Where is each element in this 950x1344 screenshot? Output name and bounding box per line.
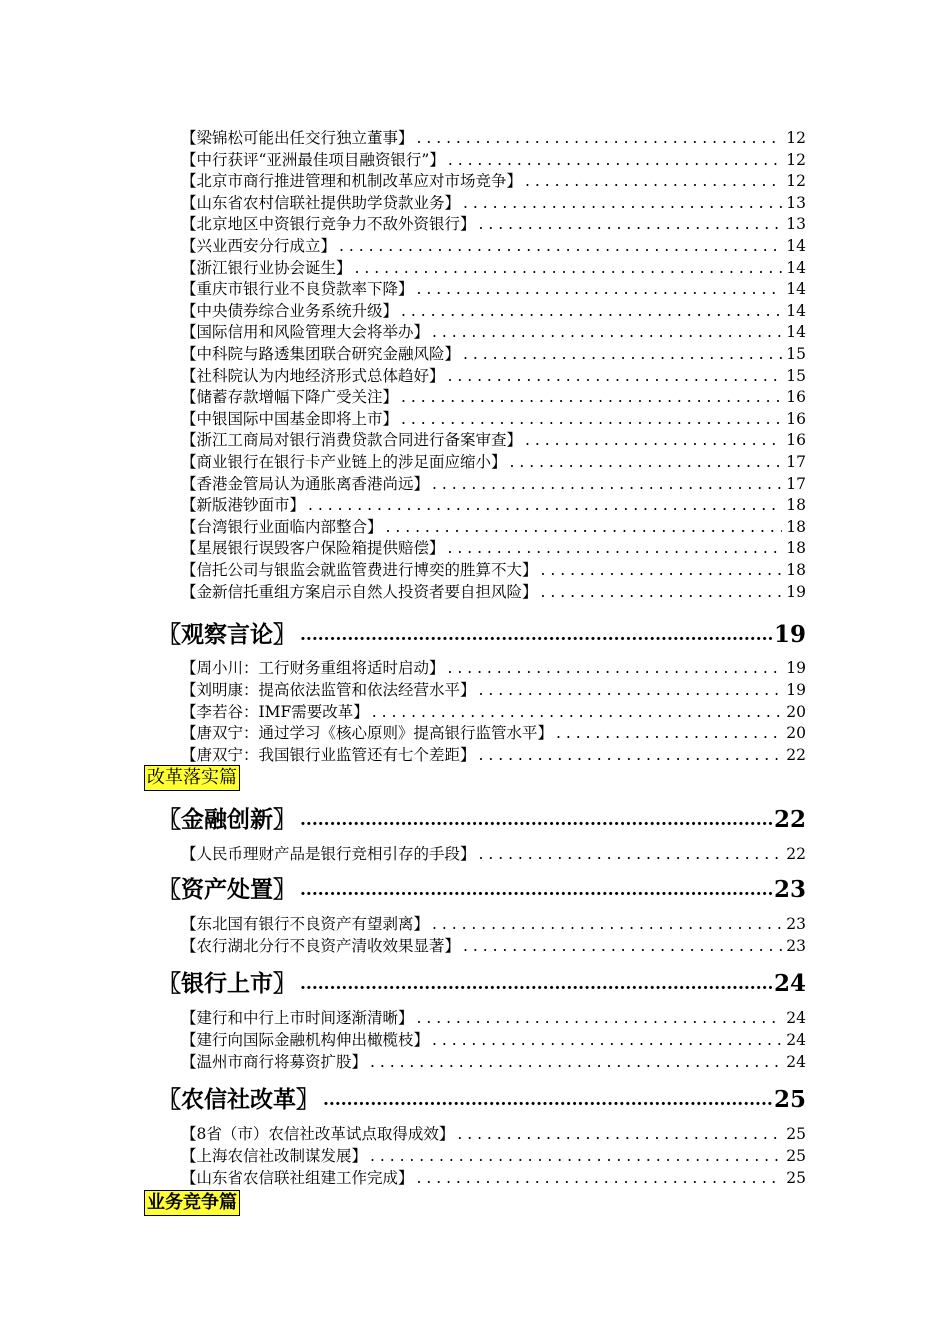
toc-entry-title: 【东北国有银行不良资产有望剥离】: [181, 915, 430, 933]
section-title: 〖观察言论〗: [158, 621, 296, 648]
toc-entry-title: 【建行向国际金融机构伸出橄榄枝】: [181, 1031, 430, 1049]
dot-leader: [476, 844, 783, 864]
toc-entry[interactable]: [181, 536, 806, 558]
toc-entry-title: 【建行和中行上市时间逐渐清晰】: [181, 1009, 414, 1027]
section-title: 〖银行上市〗: [158, 970, 296, 997]
toc-entry-title: 【浙江工商局对银行消费贷款合同进行备案审查】: [181, 431, 523, 449]
toc-entry-page: 18: [786, 539, 806, 557]
toc-entry-page: 20: [786, 724, 806, 742]
toc-entry-page: 14: [786, 237, 806, 255]
dot-leader: [414, 1008, 783, 1028]
toc-entry-page: 23: [786, 915, 806, 933]
dot-leader: [553, 723, 782, 743]
toc-entry-page: 22: [786, 746, 806, 764]
toc-entry[interactable]: [181, 191, 806, 213]
toc-entry-title: 【兴业西安分行成立】: [181, 237, 337, 255]
toc-entry-title: 【中科院与路透集团联合研究金融风险】: [181, 345, 461, 363]
toc-entry-page: 24: [786, 1009, 806, 1027]
toc-entry[interactable]: [181, 212, 806, 234]
dot-leader: [476, 745, 783, 765]
toc-entry-title: 【农行湖北分行不良资产清收效果显著】: [181, 937, 461, 955]
toc-entry[interactable]: [181, 472, 806, 494]
toc-entry-page: 12: [786, 151, 806, 169]
toc-entry[interactable]: [181, 256, 806, 278]
toc-entry[interactable]: [181, 407, 806, 429]
toc-entry-page: 18: [786, 518, 806, 536]
toc-entry[interactable]: [181, 299, 806, 321]
toc-section-heading[interactable]: [158, 614, 806, 650]
toc-entry-page: 14: [786, 259, 806, 277]
dot-leader: [367, 1146, 782, 1166]
toc-entry[interactable]: [181, 1144, 806, 1166]
toc-entry-page: 25: [786, 1147, 806, 1165]
toc-entry[interactable]: [181, 678, 806, 700]
toc-entry-page: 12: [786, 172, 806, 190]
dot-leader: [507, 452, 783, 472]
dot-leader: [445, 658, 783, 678]
toc-entry-page: 14: [786, 323, 806, 341]
toc-entry-page: 12: [786, 129, 806, 147]
toc-entry[interactable]: [181, 656, 806, 678]
dot-leader: [414, 128, 783, 148]
toc-entry-page: 18: [786, 496, 806, 514]
toc-entry[interactable]: [181, 1122, 806, 1144]
dot-leader: [319, 1083, 772, 1115]
toc-entry-title: 【中央债券综合业务系统升级】: [181, 302, 399, 320]
toc-entry-title: 【香港金管局认为通胀离香港尚远】: [181, 475, 430, 493]
toc-section-heading[interactable]: [158, 1079, 806, 1115]
toc-section-heading[interactable]: [158, 963, 806, 999]
dot-leader: [522, 171, 782, 191]
toc-entry-page: 20: [786, 703, 806, 721]
dot-leader: [429, 1030, 782, 1050]
dot-leader: [429, 322, 782, 342]
toc-entry-page: 18: [786, 561, 806, 579]
dot-leader: [296, 873, 772, 905]
toc-entry-title: 【刘明康：提高依法监管和依法经营水平】: [181, 681, 476, 699]
toc-entry-title: 【周小川：工行财务重组将适时启动】: [181, 659, 445, 677]
dot-leader: [429, 474, 782, 494]
toc-entry-title: 【李若谷：IMF需要改革】: [181, 703, 369, 721]
toc-entry[interactable]: [181, 493, 806, 515]
dot-leader: [369, 702, 783, 722]
section-title: 〖金融创新〗: [158, 806, 296, 833]
toc-entry[interactable]: [181, 721, 806, 743]
toc-entry-page: 16: [786, 431, 806, 449]
toc-entry-page: 14: [786, 302, 806, 320]
toc-entry[interactable]: [181, 342, 806, 364]
toc-entry-page: 17: [786, 475, 806, 493]
dot-leader: [460, 193, 782, 213]
toc-entry-title: 【储蓄存款增幅下降广受关注】: [181, 388, 399, 406]
toc-entry-page: 15: [786, 367, 806, 385]
toc-entry[interactable]: [181, 385, 806, 407]
toc-entry-page: 13: [786, 194, 806, 212]
toc-entry-title: 【北京市商行推进管理和机制改革应对市场竞争】: [181, 172, 523, 190]
toc-entry[interactable]: [181, 428, 806, 450]
toc-entry[interactable]: [181, 912, 806, 934]
dot-leader: [445, 150, 782, 170]
section-title: 〖资产处置〗: [158, 876, 296, 903]
toc-entry[interactable]: [181, 364, 806, 386]
toc-entry-title: 【金新信托重组方案启示自然人投资者要自担风险】: [181, 583, 538, 601]
toc-entry-title: 【国际信用和风险管理大会将举办】: [181, 323, 430, 341]
toc-entry-page: 25: [786, 1169, 806, 1187]
section-page: 19: [773, 621, 806, 648]
toc-entry-title: 【重庆市银行业不良贷款率下降】: [181, 280, 414, 298]
dot-leader: [460, 344, 782, 364]
section-page: 23: [773, 876, 806, 903]
toc-entry-page: 17: [786, 453, 806, 471]
toc-entry-page: 14: [786, 280, 806, 298]
dot-leader: [414, 279, 783, 299]
section-title: 〖农信社改革〗: [158, 1086, 319, 1113]
toc-entry[interactable]: [181, 842, 806, 864]
toc-entry-page: 24: [786, 1053, 806, 1071]
dot-leader: [336, 236, 782, 256]
toc-entry-title: 【山东省农信联社组建工作完成】: [181, 1169, 414, 1187]
toc-entry-page: 15: [786, 345, 806, 363]
section-page: 24: [773, 970, 806, 997]
dot-leader: [398, 387, 782, 407]
toc-entry-title: 【上海农信社改制谋发展】: [181, 1147, 368, 1165]
toc-entry-title: 【唐双宁：我国银行业监管还有七个差距】: [181, 746, 476, 764]
toc-entry-title: 【人民币理财产品是银行竞相引存的手段】: [181, 845, 476, 863]
toc-entry-title: 【8省（市）农信社改革试点取得成效】: [181, 1125, 455, 1143]
dot-leader: [522, 430, 782, 450]
toc-entry[interactable]: [181, 450, 806, 472]
dot-leader: [538, 560, 783, 580]
toc-entry-page: 25: [786, 1125, 806, 1143]
toc-entry[interactable]: [181, 580, 806, 602]
toc-entry-page: 13: [786, 215, 806, 233]
dot-leader: [429, 914, 782, 934]
toc-entry-page: 19: [786, 659, 806, 677]
toc-entry-title: 【浙江银行业协会诞生】: [181, 259, 352, 277]
toc-entry-page: 24: [786, 1031, 806, 1049]
toc-entry-title: 【社科院认为内地经济形式总体趋好】: [181, 367, 445, 385]
toc-entry-page: 16: [786, 410, 806, 428]
toc-entry[interactable]: [181, 1166, 806, 1188]
toc-entry-title: 【信托公司与银监会就监管费进行博奕的胜算不大】: [181, 561, 538, 579]
dot-leader: [296, 618, 772, 650]
toc-entry-page: 16: [786, 388, 806, 406]
toc-entry[interactable]: [181, 1050, 806, 1072]
toc-entry-title: 【商业银行在银行卡产业链上的涉足面应缩小】: [181, 453, 507, 471]
section-page: 25: [773, 1086, 806, 1113]
toc-entry[interactable]: [181, 169, 806, 191]
dot-leader: [367, 1052, 782, 1072]
toc-entry-page: 23: [786, 937, 806, 955]
part-label-business: 业务竞争篇: [144, 1190, 240, 1216]
dot-leader: [460, 936, 782, 956]
toc-entry[interactable]: [181, 558, 806, 580]
dot-leader: [296, 967, 772, 999]
toc-entry[interactable]: [181, 126, 806, 148]
toc-entry-page: 19: [786, 583, 806, 601]
toc-entry-title: 【星展银行误毁客户保险箱提供赔偿】: [181, 539, 445, 557]
toc-entry-title: 【中银国际中国基金即将上市】: [181, 410, 399, 428]
toc-entry[interactable]: [181, 234, 806, 256]
dot-leader: [305, 495, 782, 515]
toc-section-heading[interactable]: [158, 799, 806, 835]
dot-leader: [383, 517, 783, 537]
part-label-reform: 改革落实篇: [144, 765, 240, 791]
toc-entry[interactable]: [181, 1028, 806, 1050]
dot-leader: [414, 1168, 783, 1188]
toc-entry[interactable]: [181, 515, 806, 537]
dot-leader: [445, 366, 783, 386]
toc-section-heading[interactable]: [158, 869, 806, 905]
toc-entry-title: 【新版港钞面市】: [181, 496, 306, 514]
dot-leader: [538, 582, 783, 602]
toc-entry[interactable]: [181, 148, 806, 170]
section-page: 22: [773, 806, 806, 833]
toc-entry-title: 【梁锦松可能出任交行独立董事】: [181, 129, 414, 147]
toc-entry[interactable]: [181, 277, 806, 299]
toc-entry[interactable]: [181, 743, 806, 765]
dot-leader: [398, 409, 782, 429]
toc-entry-page: 19: [786, 681, 806, 699]
toc-entry[interactable]: [181, 1006, 806, 1028]
dot-leader: [476, 214, 783, 234]
toc-entry-title: 【唐双宁：通过学习《核心原则》提高银行监管水平】: [181, 724, 554, 742]
dot-leader: [454, 1124, 782, 1144]
toc-entry-page: 22: [786, 845, 806, 863]
toc-entry[interactable]: [181, 320, 806, 342]
toc-entry-title: 【台湾银行业面临内部整合】: [181, 518, 383, 536]
toc-entry-title: 【中行获评“亚洲最佳项目融资银行”】: [181, 151, 445, 169]
toc-entry-title: 【山东省农村信联社提供助学贷款业务】: [181, 194, 461, 212]
dot-leader: [476, 680, 783, 700]
toc-entry-title: 【北京地区中资银行竞争力不敌外资银行】: [181, 215, 476, 233]
dot-leader: [445, 538, 783, 558]
toc-entry-title: 【温州市商行将募资扩股】: [181, 1053, 368, 1071]
dot-leader: [296, 803, 772, 835]
dot-leader: [398, 301, 782, 321]
toc-entry[interactable]: [181, 700, 806, 722]
toc-entry[interactable]: [181, 934, 806, 956]
dot-leader: [352, 258, 783, 278]
